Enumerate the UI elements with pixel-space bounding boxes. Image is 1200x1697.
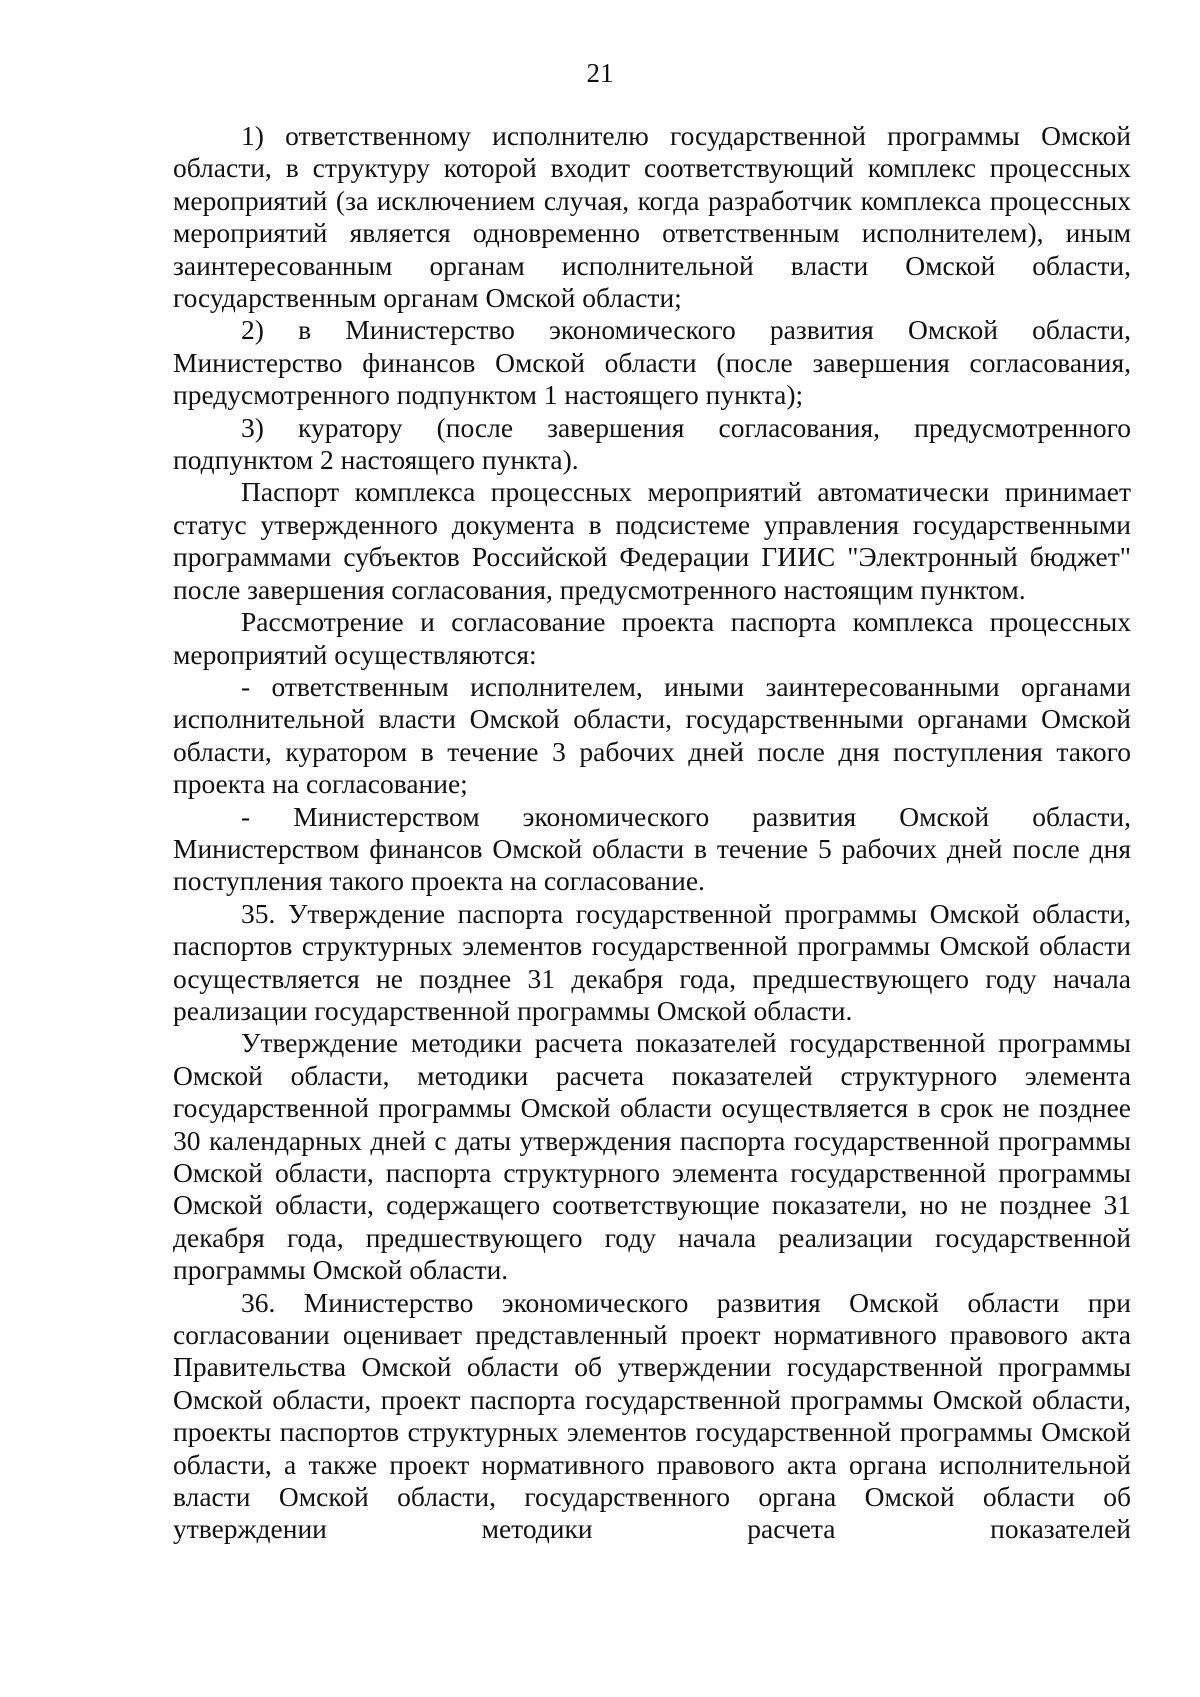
document-body [173, 120, 1131, 1546]
paragraph-review-intro: Рассмотрение и согласование проекта паспорта комплекса процессных мероприятий осуществляются: [173, 606, 1131, 670]
paragraph-clause-36: 36. Министерство экономического развития Омской области при согласовании оценивает представленный проект нормативного правового акта Правительства Омской области об утверждении государственной программы Омской области, проект паспорта государственной программы Омской области, проекты паспортов структурных элементов государственной программы Омской области, а также проект нормативного правового акта органа исполнительной власти Омской области, государственного органа Омской области об утверждении методики расчета показателей [173, 1286, 1131, 1545]
paragraph-review-item-2: - Министерством экономического развития Омской области, Министерством финансов Омской области в течение 5 рабочих дней после дня поступления такого проекта на согласование. [173, 800, 1131, 897]
paragraph-item-1: 1) ответственному исполнителю государственной программы Омской области, в структуру которой входит соответствующий комплекс процессных мероприятий (за исключением случая, когда разработчик комплекса процессных мероприятий является одновременно ответственным исполнителем), иным заинтересованным органам исполнительной власти Омской области, государственным органам Омской области; [173, 120, 1131, 314]
paragraph-passport-status: Паспорт комплекса процессных мероприятий автоматически принимает статус утвержденного документа в подсистеме управления государственными программами субъектов Российской Федерации ГИИС "Электронный бюджет" после завершения согласования, предусмотренного настоящим пунктом. [173, 476, 1131, 605]
paragraph-clause-35: 35. Утверждение паспорта государственной программы Омской области, паспортов структурных элементов государственной программы Омской области осуществляется не позднее 31 декабря года, предшествующего году начала реализации государственной программы Омской области. [173, 897, 1131, 1026]
paragraph-item-2: 2) в Министерство экономического развития Омской области, Министерство финансов Омской области (после завершения согласования, предусмотренного подпунктом 1 настоящего пункта); [173, 314, 1131, 411]
paragraph-review-item-1: - ответственным исполнителем, иными заинтересованными органами исполнительной власти Омской области, государственными органами Омской области, куратором в течение 3 рабочих дней после дня поступления такого проекта на согласование; [173, 670, 1131, 800]
paragraph-methodology: Утверждение методики расчета показателей государственной программы Омской области, методики расчета показателей структурного элемента государственной программы Омской области осуществляется в срок не позднее 30 календарных дней с даты утверждения паспорта государственной программы Омской области, паспорта структурного элемента государственной программы Омской области, содержащего соответствующие показатели, но не позднее 31 декабря года, предшествующего году начала реализации государственной программы Омской области. [173, 1027, 1131, 1286]
page-number: 21 [586, 58, 614, 88]
paragraph-item-3: 3) куратору (после завершения согласования, предусмотренного подпунктом 2 настоящего пункта). [173, 411, 1131, 476]
